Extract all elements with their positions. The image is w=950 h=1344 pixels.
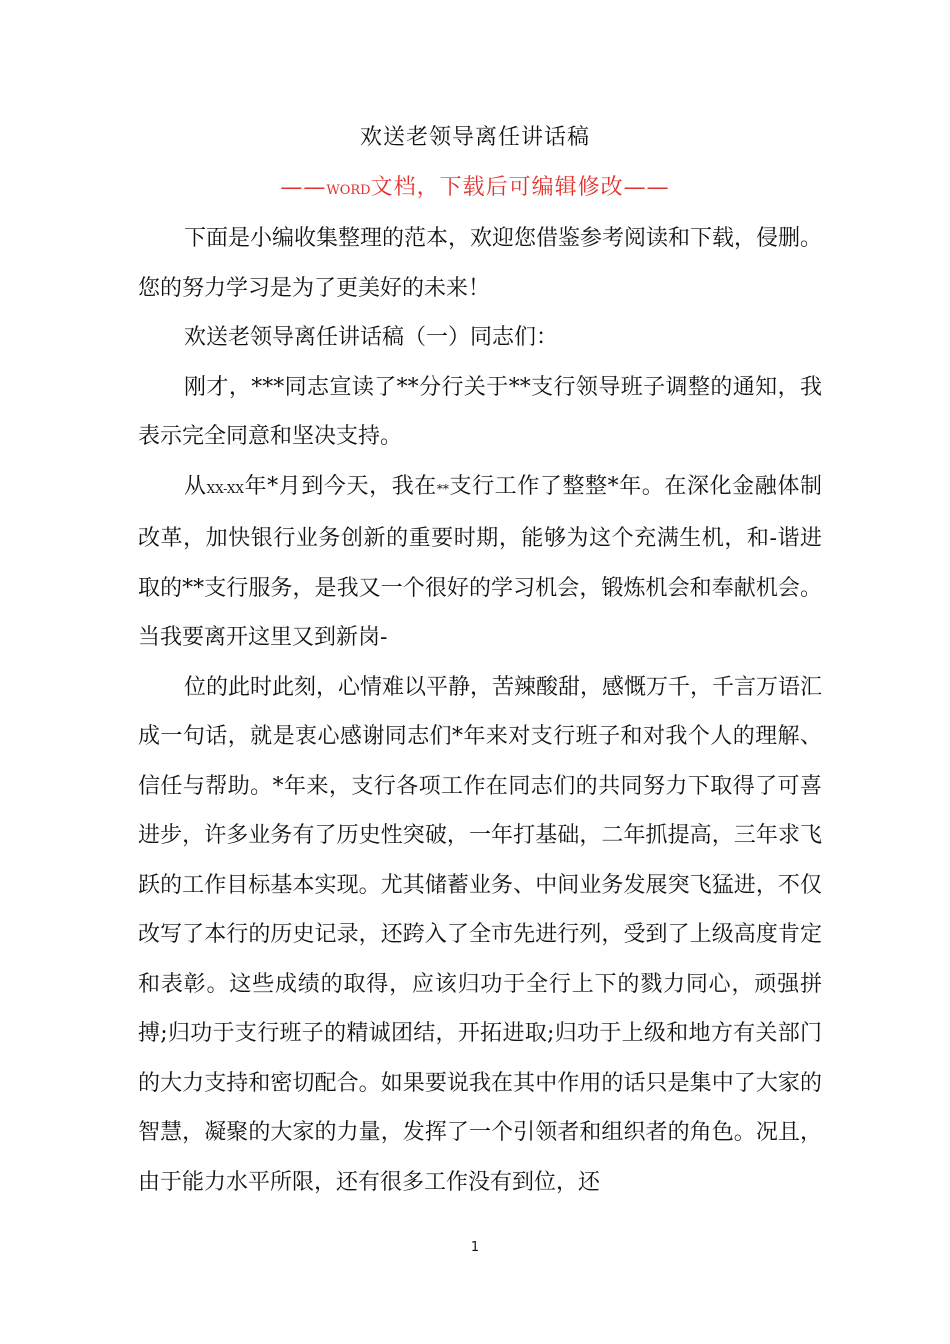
paragraph-thanks: 位的此时此刻，心情难以平静，苦辣酸甜，感慨万千，千言万语汇成一句话，就是衷心感谢同志们*年来对支行班子和对我个人的理解、信任与帮助。*年来，支行各项工作在同志们的共同努力下取得了可喜进步，许多业务有了历史性突破，一年打基础，二年抓提高，三年求飞跃的工作目标基本实现。尤其储蓄业务、中间业务发展突飞猛进，不仅改写了本行的历史记录，还跨入了全市先进行列，受到了上级高度肯定和表彰。这些成绩的取得，应该归功于全行上下的戮力同心，顽强拼搏;归功于支行班子的精诚团结，开拓进取;归功于上级和地方有关部门的大力支持和密切配合。如果要说我在其中作用的话只是集中了大家的智慧，凝聚的大家的力量，发挥了一个引领者和组织者的角色。况且，由于能力水平所限，还有很多工作没有到位，还 bbox=[138, 674, 823, 1195]
document-title: 欢送老领导离任讲话稿 bbox=[359, 125, 590, 150]
p4-text-a: 从 bbox=[184, 473, 207, 499]
subtitle-rest: 文档，下载后可编辑修改—— bbox=[370, 175, 670, 200]
p4-text-c: 年*月到今天，我在 bbox=[243, 473, 437, 499]
subtitle-prefix: —— bbox=[280, 175, 327, 200]
p4-text-e: 支行工作了整整*年。在深化金融体制改革，加快银行业务创新的重要时期，能够为这个充满生机，和-谐进取的**支行服务，是我又一个很好的学习机会，锻炼机会和奉献机会。当我要离开这里又到新岗- bbox=[138, 473, 822, 650]
paragraph-heading: 欢送老领导离任讲话稿（一）同志们： bbox=[184, 325, 559, 350]
paragraph-history bbox=[138, 462, 822, 663]
p4-text-d: ** bbox=[436, 481, 449, 496]
p4-text-b: XX-XX bbox=[206, 481, 244, 496]
document-subtitle bbox=[0, 170, 950, 209]
document-body bbox=[138, 214, 822, 1207]
paragraph-announcement: 刚才，***同志宣读了**分行关于**支行领导班子调整的通知，我表示完全同意和坚决支持。 bbox=[138, 374, 822, 449]
paragraph-intro: 下面是小编收集整理的范本，欢迎您借鉴参考阅读和下载，侵删。您的努力学习是为了更美好的未来！ bbox=[138, 226, 823, 301]
page-number: 1 bbox=[470, 1240, 480, 1255]
subtitle-word: WORD bbox=[326, 183, 371, 198]
